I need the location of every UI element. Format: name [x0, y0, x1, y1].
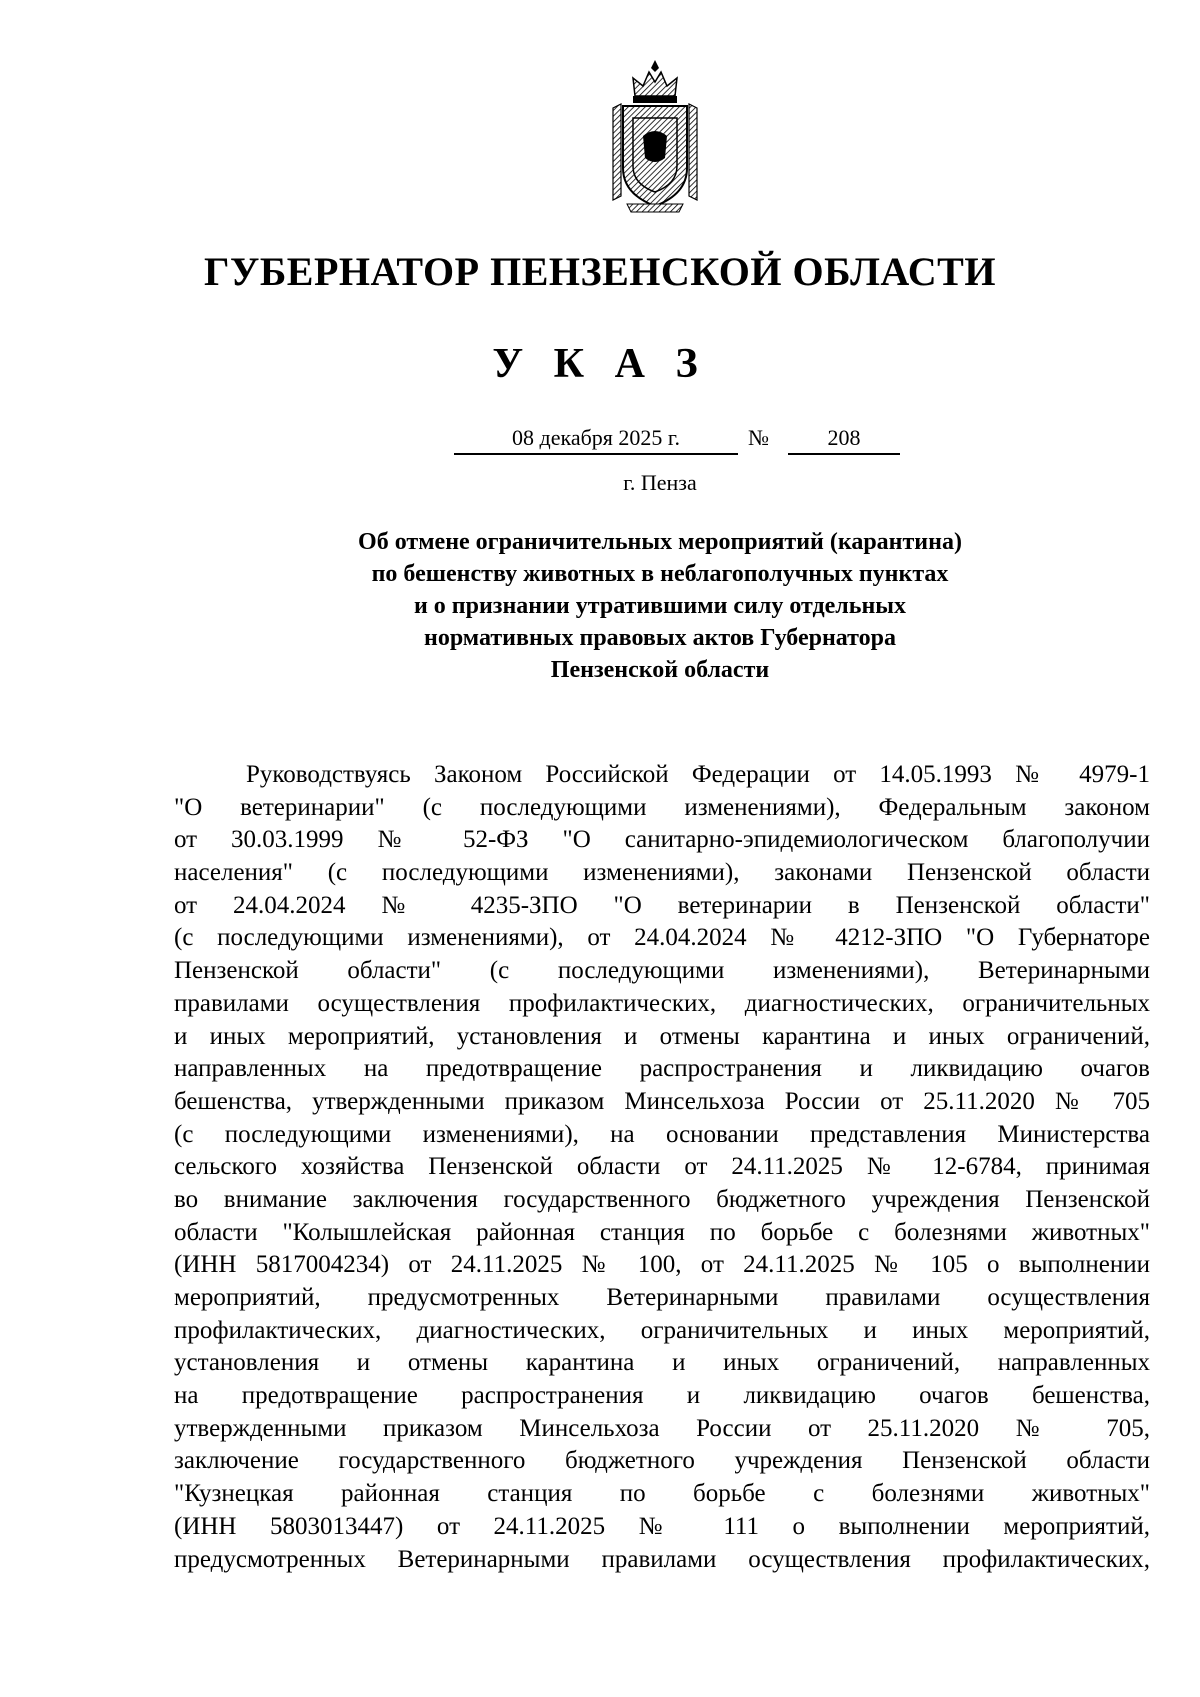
title-line: и о признании утратившими силу отдельных — [413, 593, 907, 619]
document-title — [260, 526, 1060, 686]
body-line: (с последующими изменениями), от 24.04.2024 № 4212-ЗПО "О Губернаторе — [174, 924, 1150, 952]
date-number-line — [0, 425, 1200, 465]
document-number: 208 — [788, 425, 900, 455]
document-type: У К А З — [492, 341, 708, 387]
body-line: (ИНН 5803013447) от 24.11.2025 № 111 о выполнении мероприятий, — [174, 1512, 1150, 1540]
body-line: во внимание заключения государственного бюджетного учреждения Пензенской — [174, 1185, 1150, 1213]
body-line: профилактических, диагностических, ограничительных и иных мероприятий, — [174, 1316, 1150, 1344]
title-line: Пензенской области — [550, 657, 770, 683]
body-line: заключение государственного бюджетного учреждения Пензенской области — [174, 1447, 1150, 1475]
document-body — [174, 759, 1150, 1576]
body-line: населения" (с последующими изменениями), законами Пензенской области — [174, 859, 1150, 887]
body-line: сельского хозяйства Пензенской области от 24.11.2025 № 12-6784, принимая — [174, 1153, 1150, 1181]
body-line: области "Колышлейская районная станция по борьбе с болезнями животных" — [174, 1218, 1150, 1246]
number-sign: № — [748, 425, 769, 450]
body-line: и иных мероприятий, установления и отмены карантина и иных ограничений, — [174, 1022, 1150, 1050]
body-line: от 30.03.1999 № 52-ФЗ "О санитарно-эпидемиологическом благополучии — [174, 826, 1150, 854]
body-line: предусмотренных Ветеринарными правилами осуществления профилактических, — [174, 1545, 1150, 1573]
body-line: (ИНН 5817004234) от 24.11.2025 № 100, от 24.11.2025 № 105 о выполнении — [174, 1251, 1150, 1279]
body-line: "Кузнецкая районная станция по борьбе с болезнями животных" — [174, 1480, 1150, 1508]
body-line: утвержденными приказом Минсельхоза России от 25.11.2020 № 705, — [174, 1414, 1150, 1442]
body-line: на предотвращение распространения и ликвидацию очагов бешенства, — [174, 1382, 1150, 1410]
body-line: бешенства, утвержденными приказом Минсельхоза России от 25.11.2020 № 705 — [174, 1087, 1150, 1115]
body-line: от 24.04.2024 № 4235-ЗПО "О ветеринарии в Пензенской области" — [174, 891, 1150, 919]
body-line: Руководствуясь Законом Российской Федерации от 14.05.1993 № 4979-1 — [246, 761, 1150, 788]
issuing-authority: ГУБЕРНАТОР ПЕНЗЕНСКОЙ ОБЛАСТИ — [204, 249, 996, 294]
title-line: по бешенству животных в неблагополучных пунктах — [371, 561, 949, 587]
body-line: Пензенской области" (с последующими изменениями), Ветеринарными — [174, 957, 1150, 985]
body-line: правилами осуществления профилактических, диагностических, ограничительных — [174, 989, 1150, 1017]
document-city: г. Пенза — [623, 470, 697, 495]
body-line: мероприятий, предусмотренных Ветеринарными правилами осуществления — [174, 1284, 1150, 1311]
body-line: установления и отмены карантина и иных ограничений, направленных — [174, 1349, 1150, 1377]
coat-of-arms-emblem — [605, 56, 705, 216]
body-line: "О ветеринарии" (с последующими изменениями), Федеральным законом — [174, 793, 1150, 821]
body-line: (с последующими изменениями), на основании представления Министерства — [174, 1120, 1150, 1148]
title-line: Об отмене ограничительных мероприятий (карантина) — [358, 529, 962, 555]
title-line: нормативных правовых актов Губернатора — [423, 625, 896, 651]
body-line: направленных на предотвращение распространения и ликвидацию очагов — [174, 1055, 1150, 1083]
document-date: 08 декабря 2025 г. — [454, 425, 738, 455]
